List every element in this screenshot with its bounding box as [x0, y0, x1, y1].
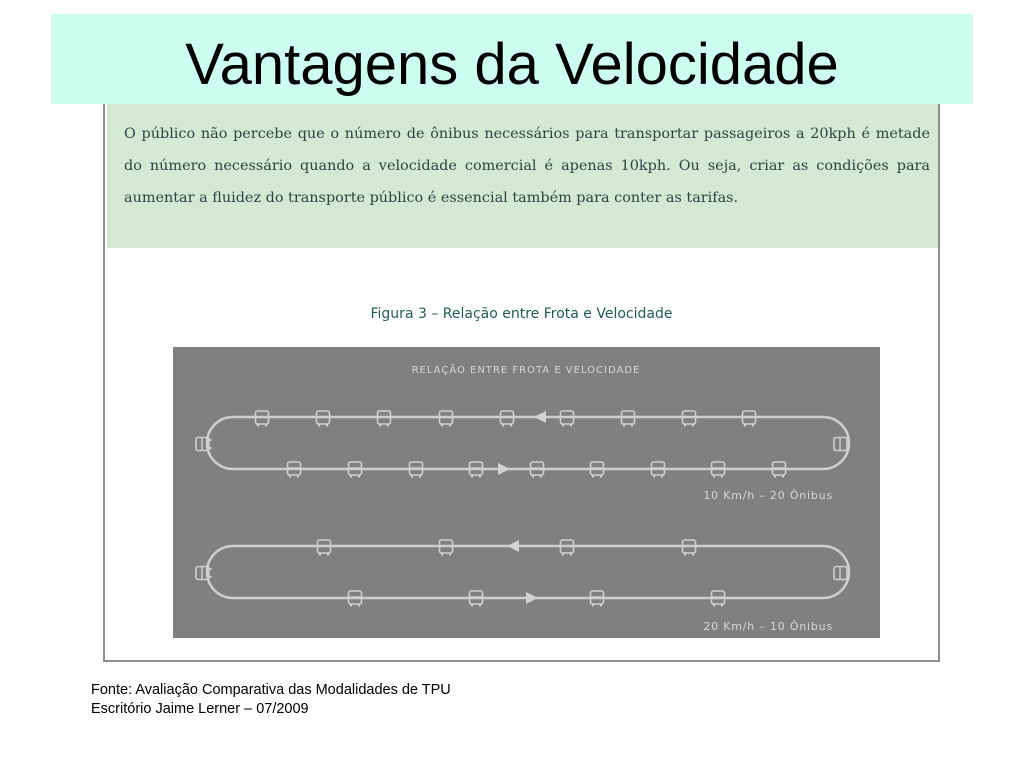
buses-loop-2 [196, 540, 850, 607]
loop-1-label: 10 Km/h – 20 Ônibus [703, 489, 833, 502]
quote-box [107, 104, 938, 248]
quote-text: O público não percebe que o número de ônibus necessários para transportar passageiros a 20kph é metade do número necessário quando a velocidade comercial é apenas 10kph. Ou seja, criar as condições para aumentar a fluidez do transporte público é essencial também para conter as tarifas. [124, 126, 930, 206]
figure-caption: Figura 3 – Relação entre Frota e Velocidade [370, 306, 673, 322]
source-line-1: Fonte: Avaliação Comparativa das Modalidades de TPU [91, 682, 451, 698]
direction-arrow-right-2 [526, 592, 538, 604]
direction-arrow-left-1 [534, 411, 546, 423]
route-loop-2 [207, 546, 849, 598]
fleet-speed-figure [173, 347, 880, 638]
direction-arrow-right-1 [498, 463, 510, 475]
figure-frame [103, 104, 940, 662]
source-note [91, 681, 451, 719]
source-line-2: Escritório Jaime Lerner – 07/2009 [91, 701, 309, 717]
title-bar [51, 14, 973, 104]
buses-loop-1 [196, 411, 850, 478]
slide-title: Vantagens da Velocidade [185, 32, 839, 97]
direction-arrow-left-2 [507, 540, 519, 552]
loop-2-label: 20 Km/h – 10 Ônibus [703, 620, 833, 633]
fleet-speed-diagram [173, 347, 880, 638]
figure-inner-title: RELAÇÃO ENTRE FROTA E VELOCIDADE [411, 365, 641, 376]
